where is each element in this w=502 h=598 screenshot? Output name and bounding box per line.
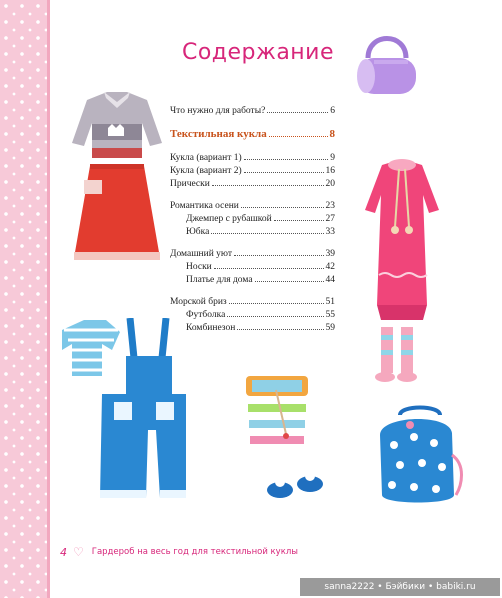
leader-dots <box>229 303 324 304</box>
toc-entry <box>170 106 335 119</box>
toc-entry <box>170 275 335 288</box>
toc-entry-page: 16 <box>325 166 335 176</box>
toc-entry-label: Текстильная кукла <box>170 128 267 140</box>
toc-entry-label: Кукла (вариант 2) <box>170 166 242 176</box>
toc-entry-page: 39 <box>325 249 335 259</box>
page-number: 4 <box>60 545 67 559</box>
toc-entry <box>170 249 335 262</box>
toc-entry <box>170 262 335 275</box>
beach-bag-slippers-image <box>240 370 345 505</box>
leader-dots <box>234 255 323 256</box>
leader-dots <box>241 207 324 208</box>
toc-entry-page: 42 <box>325 262 335 272</box>
toc-entry-page: 33 <box>325 227 335 237</box>
toc-entry-label: Комбинезон <box>186 323 236 333</box>
book-title: Гардероб на весь год для текстильной куклы <box>91 547 298 557</box>
toc-entry <box>170 153 335 166</box>
watermark: sanna2222 • Бэйбики • babiki.ru <box>300 578 500 596</box>
toc-entry-label: Платье для дома <box>186 275 253 285</box>
leader-dots <box>237 329 323 330</box>
toc-entry <box>170 323 335 336</box>
leader-dots <box>244 159 329 160</box>
toc-entry <box>170 227 335 240</box>
toc-entry <box>170 297 335 310</box>
page-title: Содержание <box>181 40 335 65</box>
decorative-border <box>0 0 50 598</box>
toc-entry-page: 27 <box>325 214 335 224</box>
purple-bag-image <box>352 28 422 100</box>
leader-dots <box>212 185 324 186</box>
toc-entry-page: 23 <box>325 201 335 211</box>
overalls-tee-image <box>62 318 192 513</box>
leader-dots <box>211 233 323 234</box>
toc-entry-page: 51 <box>325 297 335 307</box>
heart-icon: ♡ <box>73 545 84 559</box>
toc-entry-page: 20 <box>325 179 335 189</box>
toc-entry-label: Романтика осени <box>170 201 239 211</box>
toc-entry <box>170 179 335 192</box>
leader-dots <box>244 172 324 173</box>
sweater-skirt-image <box>62 88 172 273</box>
toc-entry <box>170 310 335 323</box>
backpack-image <box>370 405 470 515</box>
toc-entry <box>170 201 335 214</box>
toc-entry <box>170 128 335 144</box>
toc-entry-label: Прически <box>170 179 210 189</box>
toc-entry <box>170 166 335 179</box>
toc-entry-page: 55 <box>325 310 335 320</box>
leader-dots <box>214 268 324 269</box>
toc-entry-label: Футболка <box>186 310 226 320</box>
toc-entry <box>170 214 335 227</box>
toc-entry-label: Юбка <box>186 227 210 237</box>
toc-entry-label: Морской бриз <box>170 297 227 307</box>
pink-dress-socks-image <box>357 155 447 390</box>
toc-entry-label: Что нужно для работы? <box>170 106 266 116</box>
toc-entry-label: Кукла (вариант 1) <box>170 153 242 163</box>
toc-entry-label: Домашний уют <box>170 249 233 259</box>
toc-entry-page: 44 <box>325 275 335 285</box>
leader-dots <box>227 316 323 317</box>
leader-dots <box>255 281 324 282</box>
leader-dots <box>267 112 328 113</box>
table-of-contents <box>170 106 335 336</box>
toc-entry-page: 8 <box>329 128 335 140</box>
toc-entry-page: 6 <box>330 106 335 116</box>
toc-entry-page: 9 <box>330 153 335 163</box>
toc-entry-label: Носки <box>186 262 212 272</box>
page-footer <box>60 545 298 559</box>
leader-dots <box>274 220 324 221</box>
leader-dots <box>269 136 328 137</box>
toc-entry-label: Джемпер с рубашкой <box>186 214 272 224</box>
toc-entry-page: 59 <box>325 323 335 333</box>
